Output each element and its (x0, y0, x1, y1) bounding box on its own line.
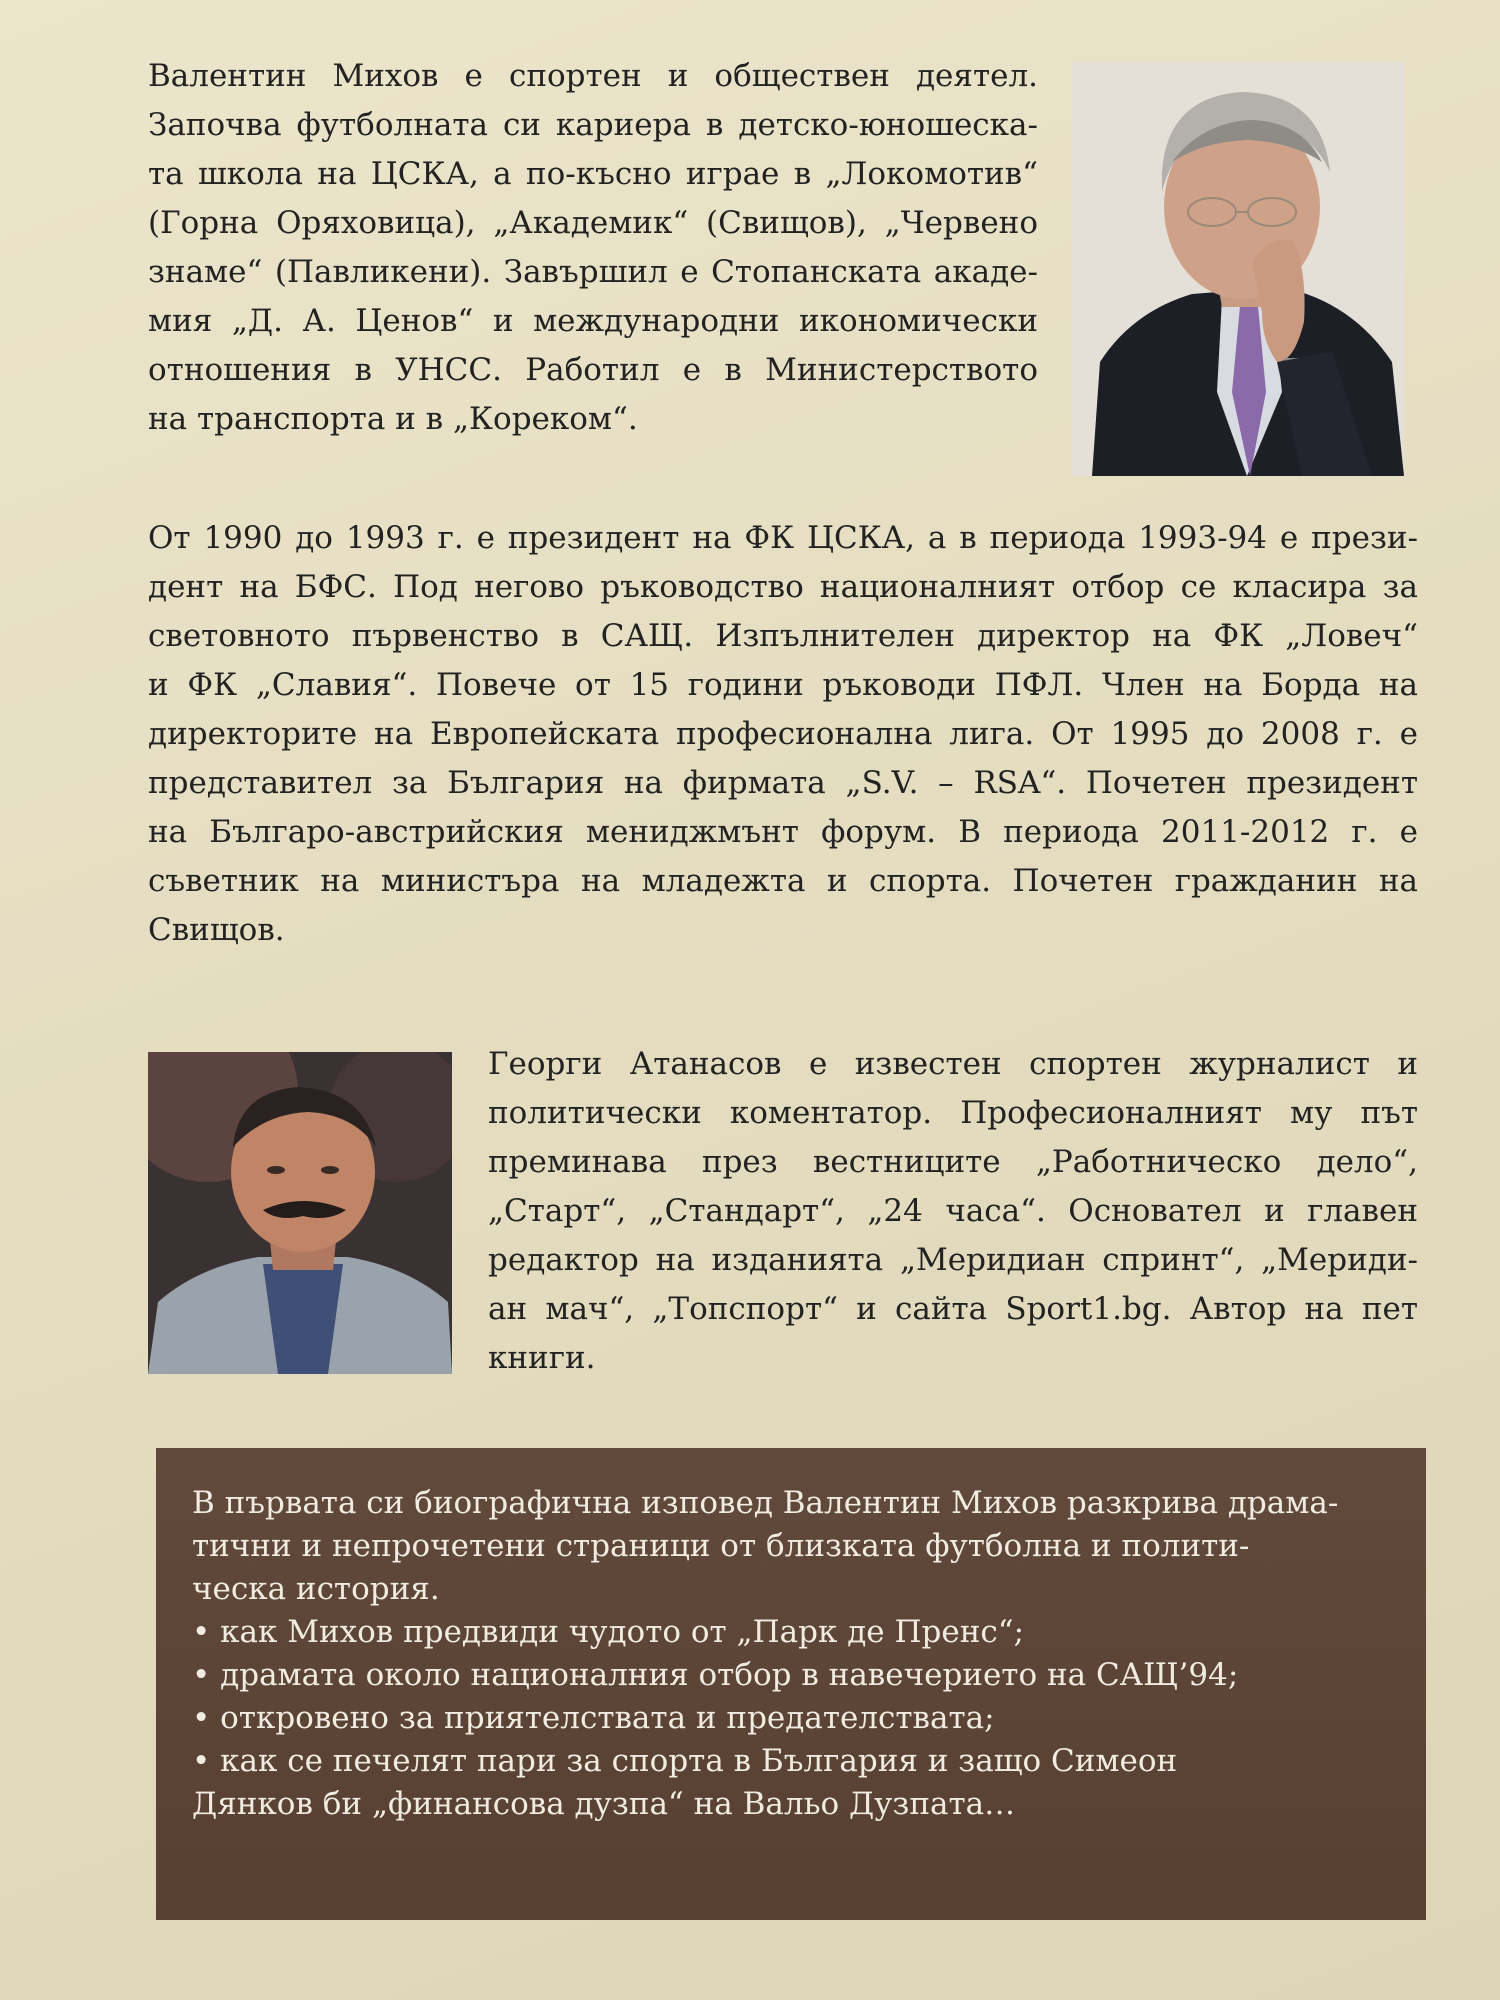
career-line: представител за България на фирмата „S.V. – RSA“. Почетен президент (148, 765, 1418, 801)
bio-line: отношения в УНСС. Работил е в Министерството (148, 352, 1038, 388)
bio-line: Започва футболната си кариера в детско-юношеска- (148, 107, 1038, 143)
bio-line: знаме“ (Павликени). Завършил е Стопанската акаде- (148, 254, 1038, 290)
bio-line: Георги Атанасов е известен спортен журналист и (488, 1046, 1418, 1082)
career-line: и ФК „Славия“. Повече от 15 години ръководи ПФЛ. Член на Борда на (148, 667, 1418, 703)
summary-line: ческа история. (192, 1571, 440, 1607)
valentin-mihov-photo (1072, 62, 1404, 476)
bio-line: та школа на ЦСКА, а по-късно играе в „Локомотив“ (148, 156, 1038, 192)
career-line: От 1990 до 1993 г. е президент на ФК ЦСКА, а в периода 1993-94 е прези- (148, 520, 1418, 556)
bio-line: (Горна Оряховица), „Академик“ (Свищов), „Червено (148, 205, 1038, 241)
career-line: на Българо-австрийския мениджмънт форум. В периода 2011-2012 г. е (148, 814, 1418, 850)
georgi-atanasov-photo (148, 1052, 452, 1374)
bio-line: политически коментатор. Професионалният му път (488, 1095, 1418, 1131)
bio-line: Валентин Михов е спортен и обществен деятел. (148, 58, 1038, 94)
valentin-mihov-career (148, 514, 1418, 955)
summary-line: В първата си биографична изповед Валентин Михов разкрива драма- (192, 1485, 1339, 1521)
valentin-mihov-bio (148, 52, 1038, 444)
summary-bullet: • как Михов предвиди чудото от „Парк де Пренс“; (192, 1614, 1025, 1650)
bio-line: книги. (488, 1340, 596, 1376)
career-line: Свищов. (148, 912, 285, 948)
summary-bullet: • как се печелят пари за спорта в България и защо Симеон (192, 1743, 1178, 1779)
bio-line: мия „Д. А. Ценов“ и международни икономически (148, 303, 1038, 339)
bio-line: „Старт“, „Стандарт“, „24 часа“. Основател и главен (488, 1193, 1418, 1229)
summary-line: тични и непрочетени страници от близката футболна и полити- (192, 1528, 1250, 1564)
summary-bullet: • драмата около националния отбор в навечерието на САЩ’94; (192, 1657, 1239, 1693)
summary-bullet: • откровено за приятелствата и предателствата; (192, 1700, 995, 1736)
georgi-atanasov-bio (488, 1040, 1418, 1383)
career-line: дент на БФС. Под негово ръководство националният отбор се класира за (148, 569, 1418, 605)
career-line: съветник на министъра на младежта и спорта. Почетен гражданин на (148, 863, 1418, 899)
book-summary-box (156, 1448, 1426, 1920)
bio-line: ан мач“, „Топспорт“ и сайта Sport1.bg. Автор на пет (488, 1291, 1418, 1327)
career-line: световното първенство в САЩ. Изпълнителен директор на ФК „Ловеч“ (148, 618, 1418, 654)
career-line: директорите на Европейската професионална лига. От 1995 до 2008 г. е (148, 716, 1418, 752)
bio-line: преминава през вестниците „Работническо дело“, (488, 1144, 1418, 1180)
bio-line: на транспорта и в „Кореком“. (148, 401, 638, 437)
summary-line: Дянков би „финансова дузпа“ на Вальо Дузпата… (192, 1786, 1016, 1822)
bio-line: редактор на изданията „Меридиан спринт“, „Мериди- (488, 1242, 1418, 1278)
